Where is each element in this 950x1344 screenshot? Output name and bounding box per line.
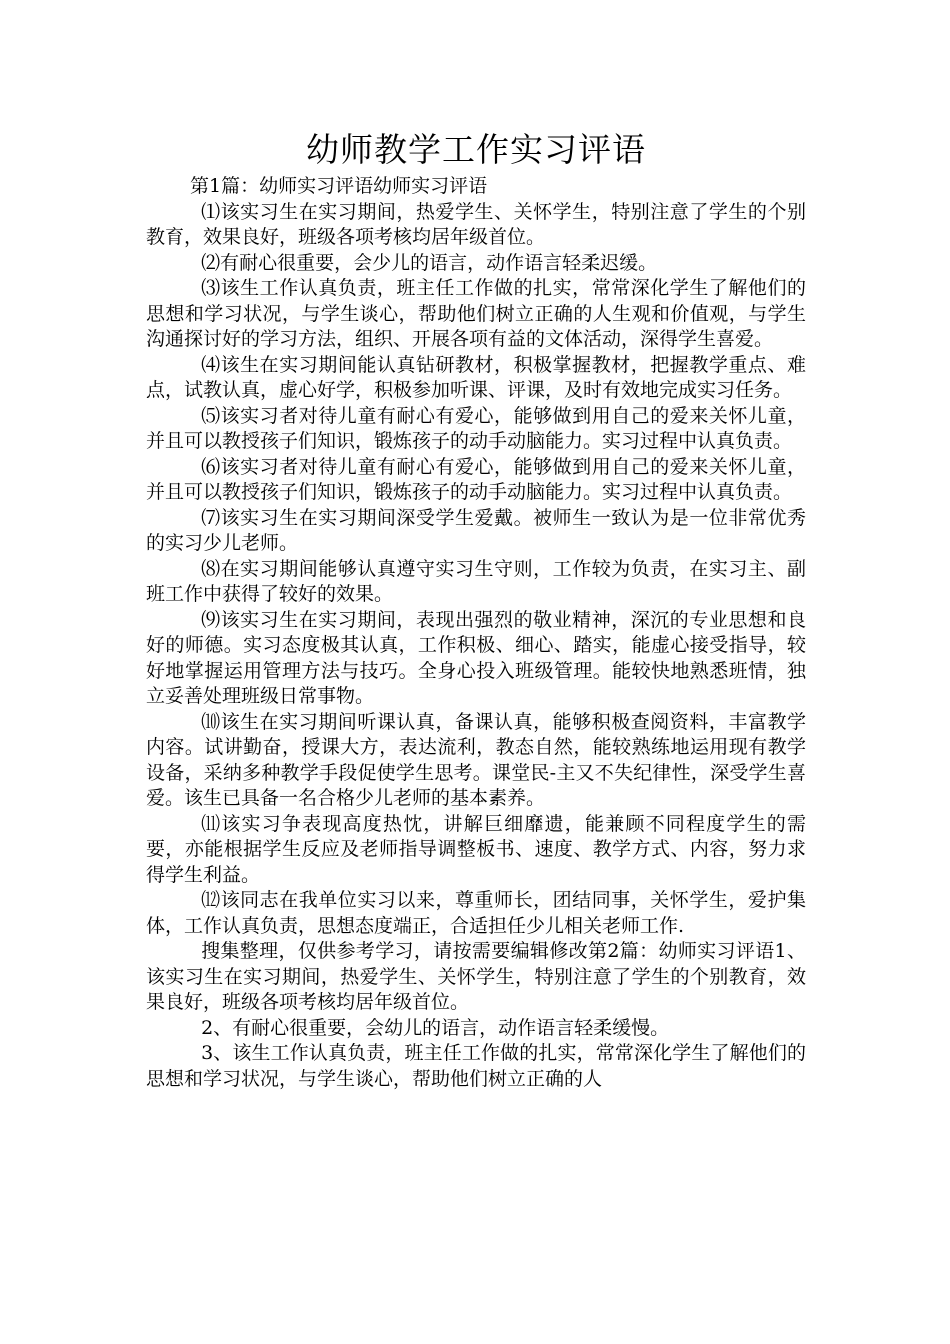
paragraph-6: ⑹该实习者对待儿童有耐心有爱心，能够做到用自己的爱来关怀儿童，并且可以教授孩子们知识，锻炼孩子的动手动脑能力。实习过程中认真负责。 bbox=[146, 455, 806, 503]
paragraph-15: 3、该生工作认真负责，班主任工作做的扎实，常常深化学生了解他们的思想和学习状况，与学生谈心，帮助他们树立正确的人 bbox=[146, 1042, 806, 1090]
paragraph-10: ⑽该生在实习期间听课认真，备课认真，能够积极查阅资料，丰富教学内容。试讲勤奋，授课大方，表达流利，教态自然，能较熟练地运用现有教学设备，采纳多种教学手段促使学生思考。课堂民-主又不失纪律性，深受学生喜爱。该生已具备一名合格少儿老师的基本素养。 bbox=[146, 710, 806, 809]
paragraph-7: ⑺该实习生在实习期间深受学生爱戴。被师生一致认为是一位非常优秀的实习少儿老师。 bbox=[146, 506, 806, 554]
paragraph-8: ⑻在实习期间能够认真遵守实习生守则，工作较为负责，在实习主、副班工作中获得了较好的效果。 bbox=[146, 557, 806, 605]
paragraph-13: 搜集整理，仅供参考学习，请按需要编辑修改第2篇：幼师实习评语1、该实习生在实习期间，热爱学生、关怀学生，特别注意了学生的个别教育，效果良好，班级各项考核均居年级首位。 bbox=[146, 940, 806, 1013]
paragraph-5: ⑸该实习者对待儿童有耐心有爱心，能够做到用自己的爱来关怀儿童，并且可以教授孩子们知识，锻炼孩子的动手动脑能力。实习过程中认真负责。 bbox=[146, 404, 806, 452]
paragraph-1: ⑴该实习生在实习期间，热爱学生、关怀学生，特别注意了学生的个别教育，效果良好，班级各项考核均居年级首位。 bbox=[146, 200, 806, 248]
paragraph-12: ⑿该同志在我单位实习以来，尊重师长，团结同事，关怀学生，爱护集体，工作认真负责，思想态度端正，合适担任少儿相关老师工作. bbox=[146, 889, 806, 937]
document-page bbox=[146, 128, 806, 1092]
paragraph-9: ⑼该实习生在实习期间，表现出强烈的敬业精神，深沉的专业思想和良好的师德。实习态度极其认真，工作积极、细心、踏实，能虚心接受指导，较好地掌握运用管理方法与技巧。全身心投入班级管理。能较快地熟悉班情，独立妥善处理班级日常事物。 bbox=[146, 608, 806, 707]
section-heading: 第1篇：幼师实习评语幼师实习评语 bbox=[190, 175, 488, 197]
paragraph-11: ⑾该实习争表现高度热忱，讲解巨细靡遗，能兼顾不同程度学生的需要，亦能根据学生反应及老师指导调整板书、速度、教学方式、内容，努力求得学生利益。 bbox=[146, 812, 806, 886]
paragraph-14: 2、有耐心很重要，会幼儿的语言，动作语言轻柔缓慢。 bbox=[201, 1016, 670, 1039]
paragraph-3: ⑶该生工作认真负责，班主任工作做的扎实，常常深化学生了解他们的思想和学习状况，与学生谈心，帮助他们树立正确的人生观和价值观，与学生沟通探讨好的学习方法，组织、开展各项有益的文体活动，深得学生喜爱。 bbox=[146, 277, 806, 350]
paragraph-2: ⑵有耐心很重要，会少儿的语言，动作语言轻柔迟缓。 bbox=[201, 251, 658, 274]
paragraph-4: ⑷该生在实习期间能认真钻研教材，积极掌握教材，把握教学重点、难点，试教认真，虚心好学，积极参加听课、评课，及时有效地完成实习任务。 bbox=[146, 353, 806, 401]
document-title: 幼师教学工作实习评语 bbox=[306, 130, 646, 169]
